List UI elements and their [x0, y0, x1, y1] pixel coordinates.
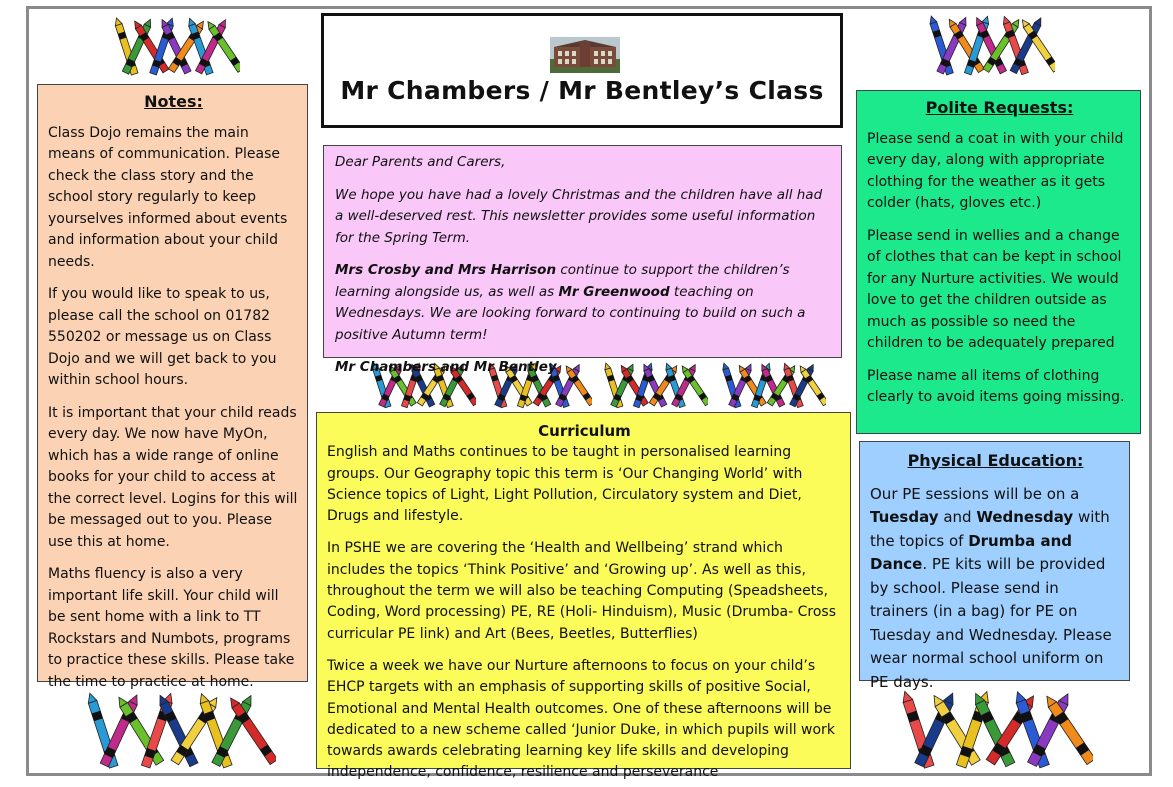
curriculum-paragraph: In PSHE we are covering the ‘Health and Wellbeing’ strand which includes the topics ‘Think Positive’ and ‘Growing up’. As well as this, throughout the term we will also be teaching Computing (Speadsheets, Coding, Word processing) PE, RE (Holi- Hinduism), Music (Drumba- Cross curricular PE link) and Art (Bees, Beetles, Butterflies) — [327, 540, 836, 642]
pe-paragraph: Our PE sessions will be on a Tuesday and Wednesday with the topics of Drumba and Dance. PE kits will be provided by school. Please send in trainers (in a bag) for PE on Tuesday and Wednesday. Please wear normal school uniform on PE days. — [870, 484, 1112, 691]
letter-paragraph: Mrs Crosby and Mrs Harrison continue to support the children’s learning alongside us, as well as Mr Greenwood teaching on Wednesdays. We are looking forward to continuing to build on such a positive Autumn term! — [335, 262, 806, 343]
crayons-icon — [78, 688, 276, 772]
curriculum-heading: Curriculum — [538, 422, 631, 440]
letter-staff-names: Mrs Crosby and Mrs Harrison — [335, 262, 557, 278]
crayons-icon — [925, 12, 1055, 78]
notes-paragraph: Maths fluency is also a very important life skill. Your child will be sent home with a link to TT Rockstars and Numbots, programs to practice these skills. Please take the time to practice at home. — [48, 566, 295, 690]
letter-staff-name: Mr Greenwood — [558, 283, 670, 300]
notes-paragraph: If you would like to speak to us, please call the school on 01782 550202 or message us on Class Dojo and we will get back to you within school hours. — [48, 286, 277, 388]
letter-greeting: Dear Parents and Carers, — [335, 154, 506, 170]
crayons-icon — [893, 686, 1093, 772]
notes-paragraph: Class Dojo remains the main means of communication. Please check the class story and the school story regularly to keep yourselves informed about events and information about your child needs. — [48, 124, 288, 270]
curriculum-paragraph: English and Maths continues to be taught in personalised learning groups. Our Geography topic this term is ‘Our Changing World’ with Science topics of Light, Light Pollution, Circulatory system and Diet, Drugs and lifestyle. — [327, 444, 803, 525]
notes-paragraph: It is important that your child reads every day. We now have MyOn, which has a wide range of online books for your child to access at the correct level. Logins for this will be messaged out to you. Please use this at home. — [48, 404, 298, 550]
letter-paragraph: We hope you have had a lovely Christmas and the children have all had a well-deserved rest. This newsletter provides some useful information for the Spring Term. — [335, 186, 823, 246]
school-building-icon — [550, 37, 620, 73]
title-box — [321, 13, 843, 128]
letter-signoff: Mr Chambers and Mr Bentley — [335, 359, 557, 375]
pe-heading: Physical Education: — [907, 451, 1084, 470]
polite-paragraph: Please name all items of clothing clearly to avoid items going missing. — [867, 367, 1125, 405]
curriculum-panel — [316, 412, 851, 781]
polite-requests-heading: Polite Requests: — [925, 98, 1074, 117]
notes-panel — [37, 84, 308, 690]
crayons-icon — [110, 14, 240, 78]
polite-paragraph: Please send a coat in with your child every day, along with appropriate clothing for the weather as it gets colder (hats, gloves etc.) — [867, 130, 1124, 211]
polite-requests-panel — [856, 90, 1141, 434]
polite-paragraph: Please send in wellies and a change of clothes that can be kept in school for any Nurture activities. We would love to get the children outside as much as possible so need the children to be adequately prepared — [867, 227, 1122, 351]
pe-panel — [859, 441, 1130, 691]
notes-heading: Notes: — [144, 92, 203, 111]
curriculum-paragraph: Twice a week we have our Nurture afternoons to focus on your child’s EHCP targets with an emphasis of supporting skills of positive Social, Emotional and Mental Health outcomes. One of these afternoons will be dedicated to a new scheme called ‘Junior Duke, in which pupils will work towards awards celebrating learning key life skills and developing independence, confidence, resilience and perseverance — [327, 657, 835, 781]
page-title: Mr Chambers / Mr Bentley’s Class — [340, 76, 824, 105]
letter-panel — [323, 145, 842, 375]
